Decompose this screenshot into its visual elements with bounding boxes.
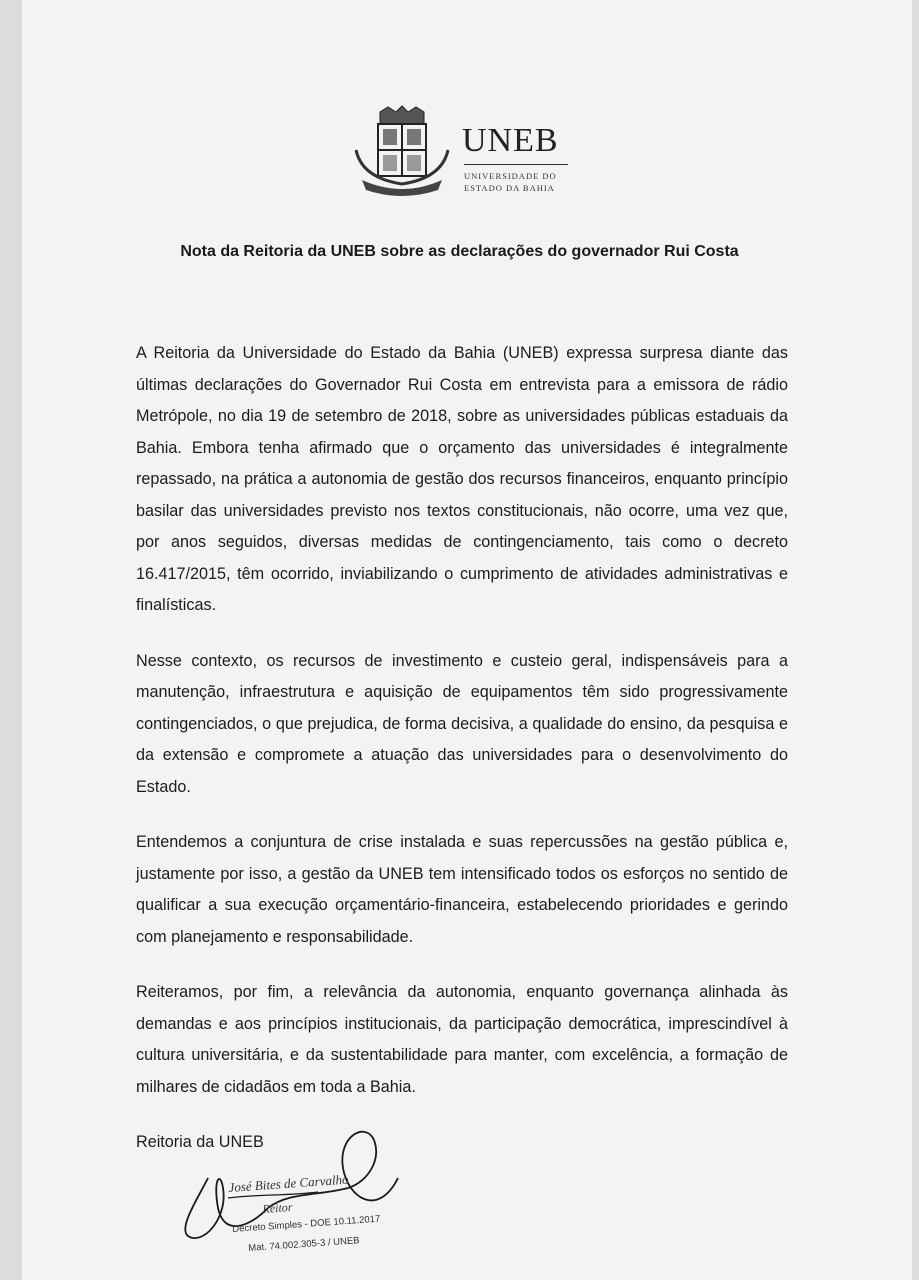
logo-wordmark: UNEB (462, 122, 559, 159)
uneb-logo (352, 102, 582, 210)
paragraph-1: A Reitoria da Universidade do Estado da Bahia (UNEB) expressa surpresa diante das últimas declarações do Governador Rui Costa em entrevista para a emissora de rádio Metrópole, no dia 19 de setembro de 2018, sobre as universidades públicas estaduais da Bahia. Embora tenha afirmado que o orçamento das universidades é integralmente repassado, na prática a autonomia de gestão dos recursos financeiros, enquanto princípio basilar das universidades previsto nos textos constitucionais, não ocorre, uma vez que, por anos seguidos, diversas medidas de contingenciamento, tais como o decreto 16.417/2015, têm ocorrido, inviabilizando o cumprimento de atividades administrativas e finalísticas. (136, 344, 788, 614)
logo-subtitle (464, 170, 584, 194)
document-title: Nota da Reitoria da UNEB sobre as declarações do governador Rui Costa (180, 243, 739, 260)
signoff: Reitoria da UNEB (136, 1133, 264, 1151)
paragraph-3: Entendemos a conjuntura de crise instalada e suas repercussões na gestão pública e, justamente por isso, a gestão da UNEB tem intensificado todos os esforços no sentido de qualificar a sua execução orçamentário-financeira, estabelecendo prioridades e gerindo com planejamento e responsabilidade. (136, 833, 788, 946)
stamp-role: Reitor (262, 1199, 293, 1216)
logo-subtitle-line-1: UNIVERSIDADE DO (464, 171, 557, 181)
document-body (136, 338, 788, 1127)
paragraph-2: Nesse contexto, os recursos de investimento e custeio geral, indispensáveis para a manutenção, infraestrutura e aquisição de equipamentos têm sido progressivamente contingenciados, o que prejudica, de forma decisiva, a qualidade do ensino, da pesquisa e da extensão e compromete a atuação das universidades para o desenvolvimento do Estado. (136, 651, 788, 796)
stamp-registration: Mat. 74.002.305-3 / UNEB (248, 1235, 360, 1254)
university-crest-icon (352, 102, 452, 202)
stamp-name: José Bites de Carvalho (228, 1171, 349, 1195)
paragraph-4: Reiteramos, por fim, a relevância da autonomia, enquanto governança alinhada às demandas e aos princípios institucionais, da participação democrática, imprescindível à cultura universitária, e da sustentabilidade para manter, com excelência, a formação de milhares de cidadãos em toda a Bahia. (136, 983, 788, 1096)
logo-divider (464, 164, 568, 165)
stamp-decree: Decreto Simples - DOE 10.11.2017 (232, 1213, 381, 1235)
logo-subtitle-line-2: ESTADO DA BAHIA (464, 183, 555, 193)
